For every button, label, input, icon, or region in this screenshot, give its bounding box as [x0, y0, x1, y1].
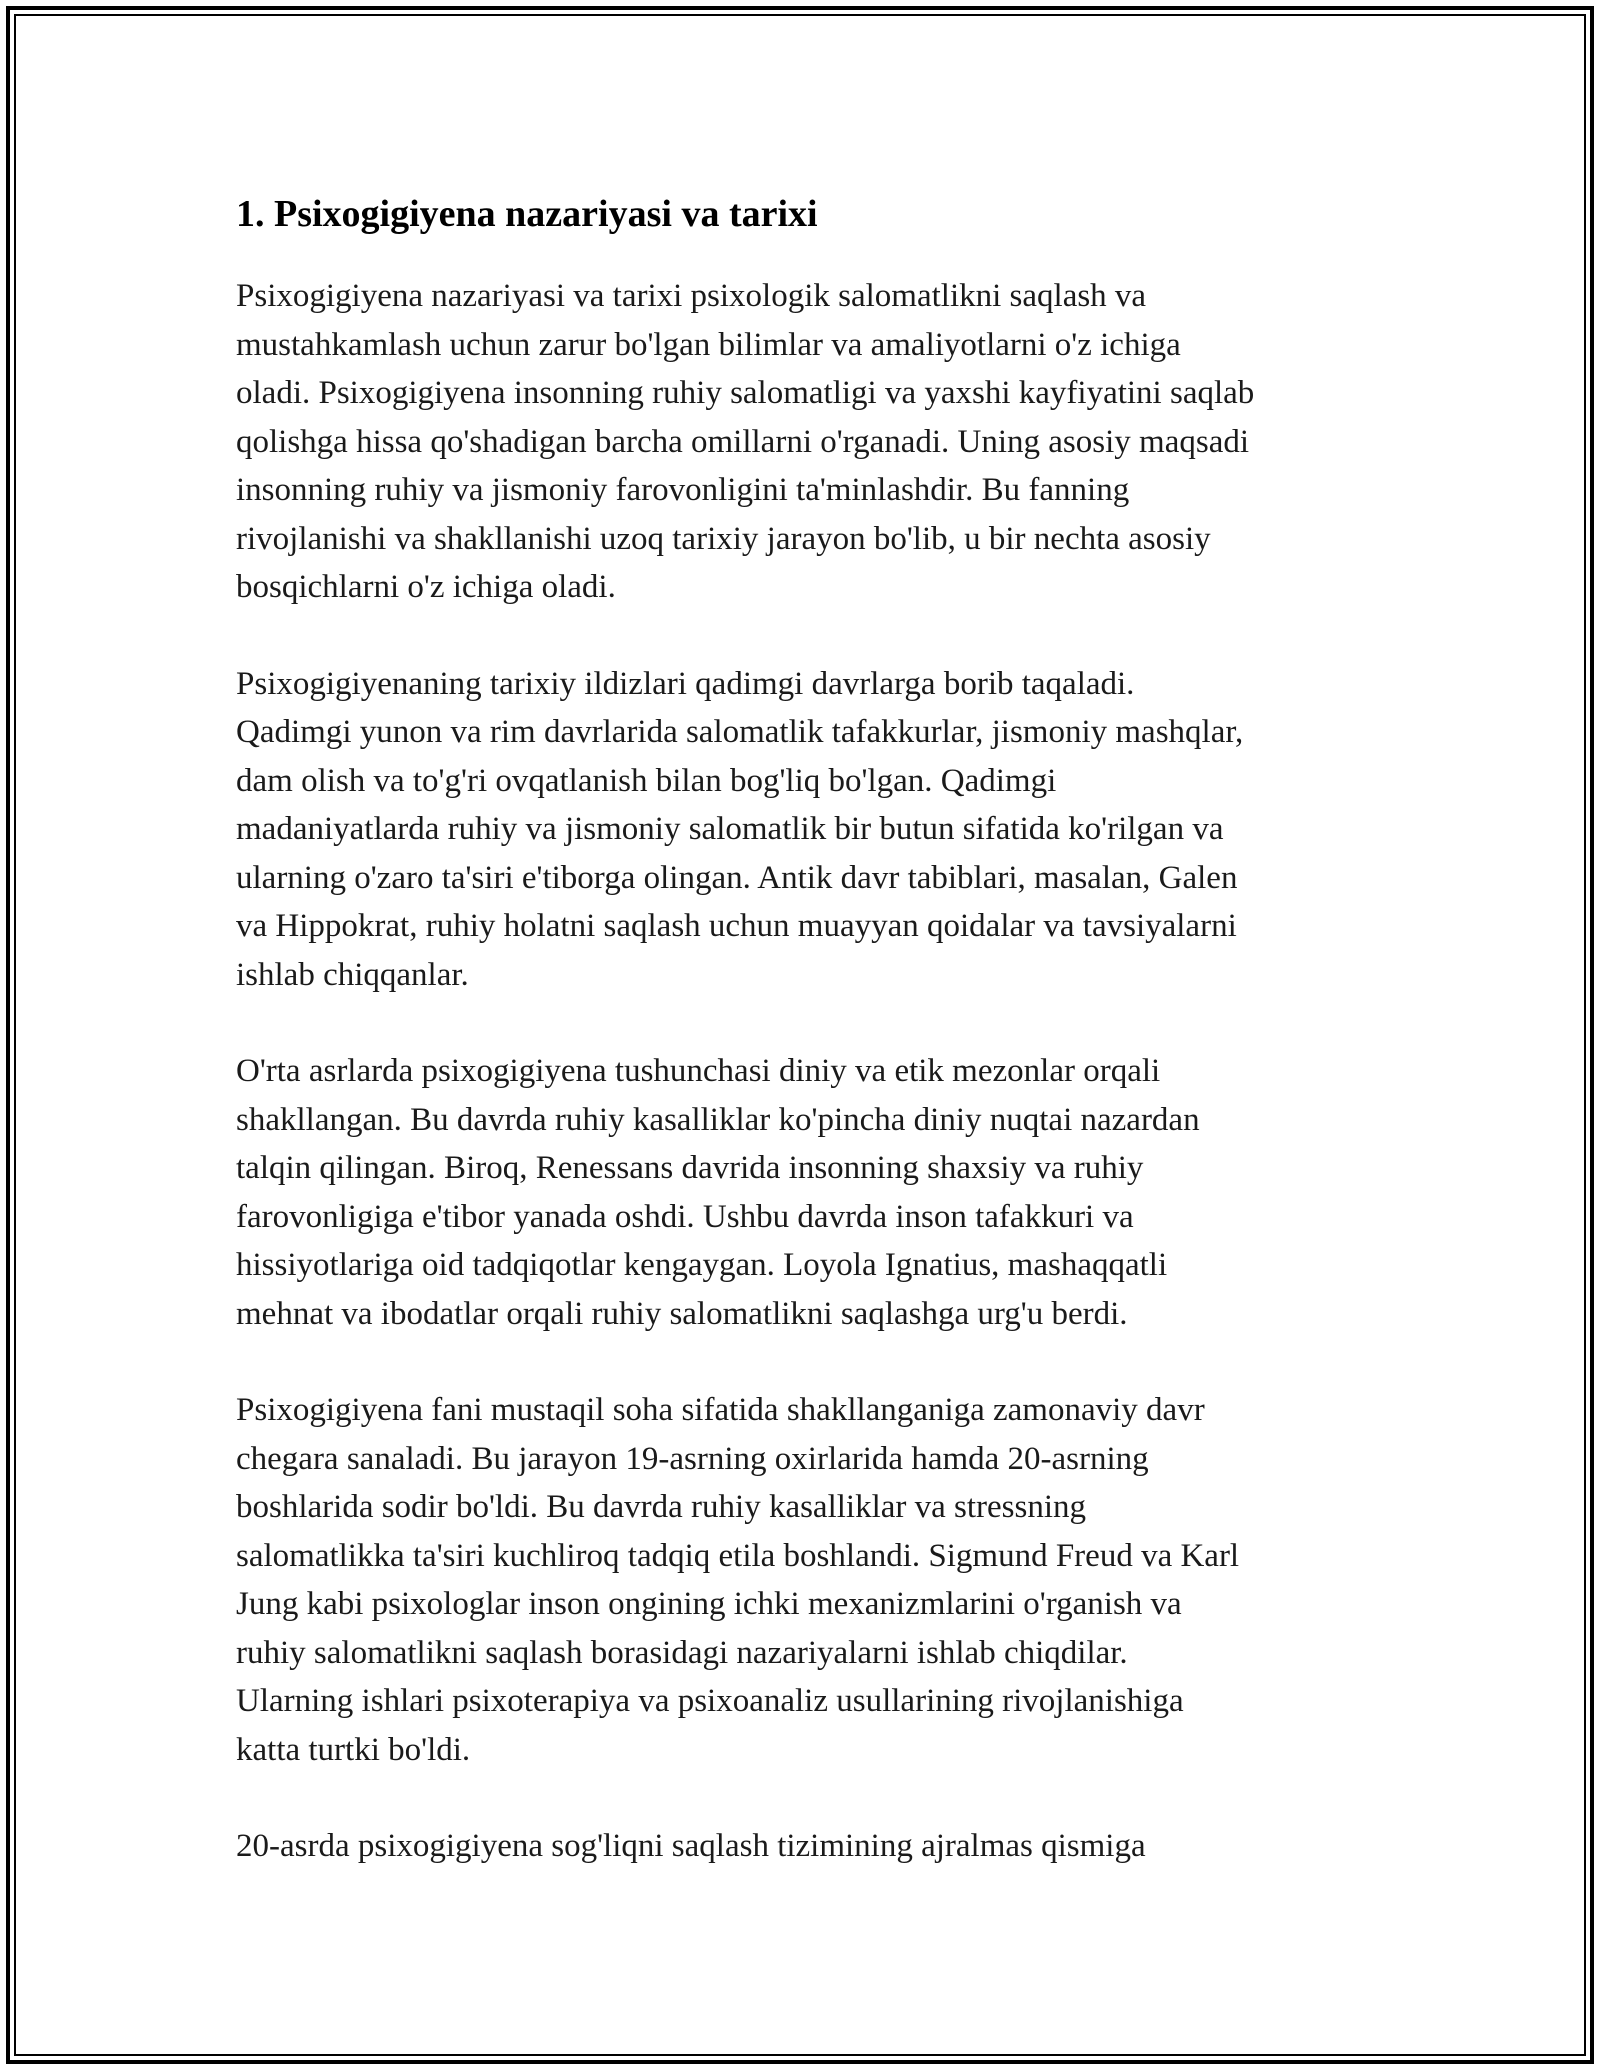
paragraph-5: 20-asrda psixogigiyena sog'liqni saqlash tizimining ajralmas qismiga	[236, 1828, 1146, 1864]
paragraph-1: Psixogigiyena nazariyasi va tarixi psixologik salomatlikni saqlash va mustahkamlash uchun zarur bo'lgan bilimlar va amaliyotlarni o'z ichiga oladi. Psixogigiyena insonning ruhiy salomatligi va yaxshi kayfiyatini saqlab qolishga hissa qo'shadigan barcha omillarni o'rganadi. Uning asosiy maqsadi insonning ruhiy va jismoniy farovonligini ta'minlashdir. Bu fanning rivojlanishi va shakllanishi uzoq tarixiy jarayon bo'lib, u bir nechta asosiy bosqichlarni o'z ichiga oladi.	[236, 278, 1255, 605]
document-body	[236, 186, 1396, 1919]
paragraph-4: Psixogigiyena fani mustaqil soha sifatida shakllanganiga zamonaviy davr chegara sanaladi. Bu jarayon 19-asrning oxirlarida hamda 20-asrning boshlarida sodir bo'ldi. Bu davrda ruhiy kasalliklar va stressning salomatlikka ta'siri kuchliroq tadqiq etila boshlandi. Sigmund Freud va Karl Jung kabi psixologlar inson ongining ichki mexanizmlarini o'rganish va ruhiy salomatlikni saqlash borasidagi nazariyalarni ishlab chiqdilar. Ularning ishlari psixoterapiya va psixoanaliz usullarining rivojlanishiga katta turtki bo'ldi.	[236, 1392, 1240, 1768]
paragraph-2: Psixogigiyenaning tarixiy ildizlari qadimgi davrlarga borib taqaladi. Qadimgi yunon va rim davrlarida salomatlik tafakkurlar, jismoniy mashqlar, dam olish va to'g'ri ovqatlanish bilan bog'liq bo'lgan. Qadimgi madaniyatlarda ruhiy va jismoniy salomatlik bir butun sifatida ko'rilgan va ularning o'zaro ta'siri e'tiborga olingan. Antik davr tabiblari, masalan, Galen va Hippokrat, ruhiy holatni saqlash uchun muayyan qoidalar va tavsiyalarni ishlab chiqqanlar.	[236, 665, 1244, 993]
section-heading: 1. Psixogigiyena nazariyasi va tarixi	[236, 193, 818, 235]
paragraph-3: O'rta asrlarda psixogigiyena tushunchasi diniy va etik mezonlar orqali shakllangan. Bu davrda ruhiy kasalliklar ko'pincha diniy nuqtai nazardan talqin qilingan. Biroq, Renessans davrida insonning shaxsiy va ruhiy farovonligiga e'tibor yanada oshdi. Ushbu davrda inson tafakkuri va hissiyotlariga oid tadqiqotlar kengaygan. Loyola Ignatius, mashaqqatli mehnat va ibodatlar orqali ruhiy salomatlikni saqlashga urg'u berdi.	[236, 1053, 1200, 1332]
